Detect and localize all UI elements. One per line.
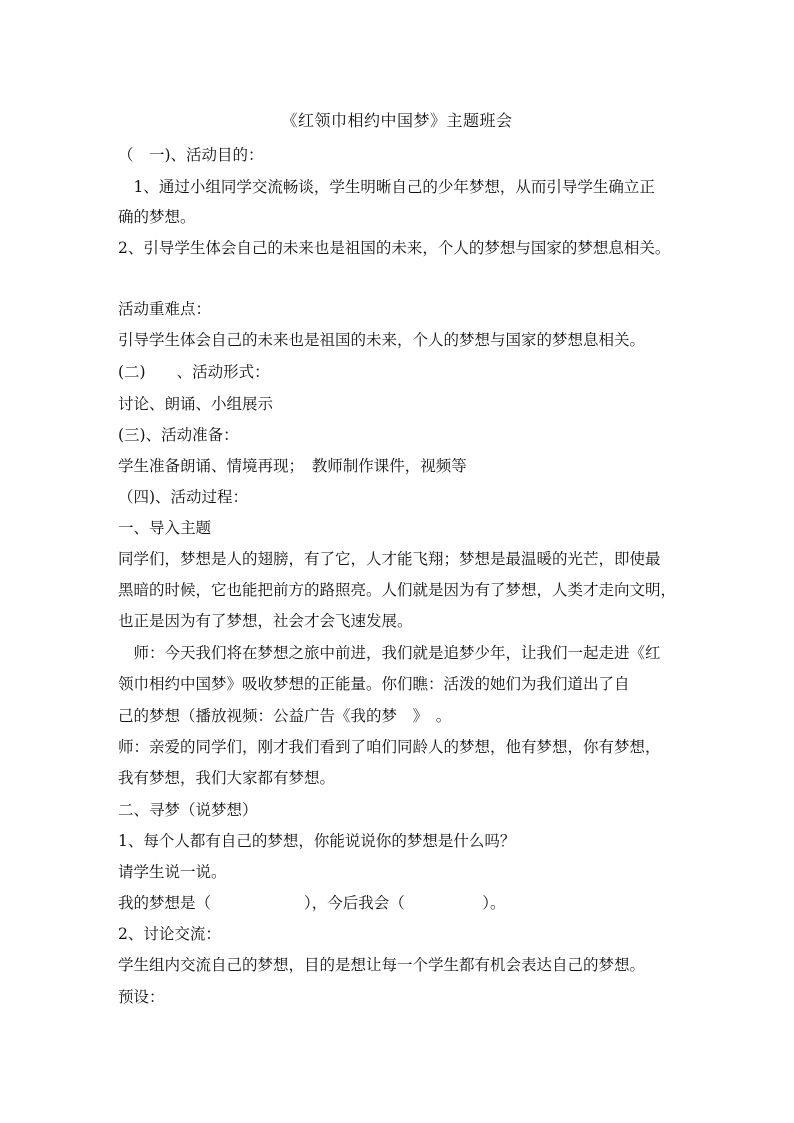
paragraph-line: 我有梦想，我们大家都有梦想。 — [118, 769, 336, 787]
section-heading: 二、寻梦（说梦想） — [118, 801, 258, 819]
paragraph-line: 学生组内交流自己的梦想，目的是想让每一个学生都有机会表达自己的梦想。 — [118, 956, 646, 974]
paragraph-line: 请学生说一说。 — [118, 863, 227, 881]
section-heading: (二) 、活动形式： — [118, 363, 270, 381]
paragraph-line: 黑暗的时候，它也能把前方的路照亮。人们就是因为有了梦想，人类才走向文明， — [118, 581, 677, 599]
section-heading: 2、讨论交流： — [118, 925, 221, 943]
paragraph-line: 己的梦想（播放视频：公益广告《我的梦 》 。 — [118, 707, 452, 725]
paragraph-line: 领巾相约中国梦》吸收梦想的正能量。你们瞧：活泼的她们为我们道出了自 — [118, 675, 630, 693]
paragraph-line: 学生准备朗诵、情境再现； 教师制作课件，视频等 — [118, 457, 467, 475]
paragraph-line: 同学们，梦想是人的翅膀，有了它，人才能飞翔；梦想是最温暖的光芒，即使最 — [118, 550, 661, 568]
paragraph-line: 预设： — [118, 988, 165, 1006]
paragraph-line: 师：今天我们将在梦想之旅中前进，我们就是追梦少年，让我们一起走进《红 — [118, 644, 661, 662]
paragraph-line: 2、引导学生体会自己的未来也是祖国的未来，个人的梦想与国家的梦想息相关。 — [118, 239, 671, 257]
section-heading: （ 一)、活动目的： — [118, 146, 264, 164]
document-title: 《红领巾相约中国梦》主题班会 — [281, 111, 513, 130]
paragraph-line: 确的梦想。 — [118, 208, 196, 226]
paragraph-line: 1、通过小组同学交流畅谈，学生明晰自己的少年梦想，从而引导学生确立正 — [118, 178, 655, 196]
section-heading: （四)、活动过程： — [118, 488, 249, 506]
section-heading: 活动重难点： — [118, 300, 212, 318]
paragraph-line: 讨论、朗诵、小组展示 — [118, 395, 274, 413]
paragraph-line: 也正是因为有了梦想，社会才会飞速发展。 — [118, 612, 413, 630]
section-heading: (三)、活动准备： — [118, 426, 239, 444]
section-heading: 一、导入主题 — [118, 519, 212, 537]
paragraph-line: 师：亲爱的同学们，刚才我们看到了咱们同龄人的梦想，他有梦想，你有梦想， — [118, 738, 661, 756]
paragraph-line: 1、每个人都有自己的梦想，你能说说你的梦想是什么吗？ — [118, 832, 516, 850]
fill-in-line: 我的梦想是（ ），今后我会（ ）。 — [118, 894, 506, 912]
paragraph-line: 引导学生体会自己的未来也是祖国的未来，个人的梦想与国家的梦想息相关。 — [118, 331, 646, 349]
